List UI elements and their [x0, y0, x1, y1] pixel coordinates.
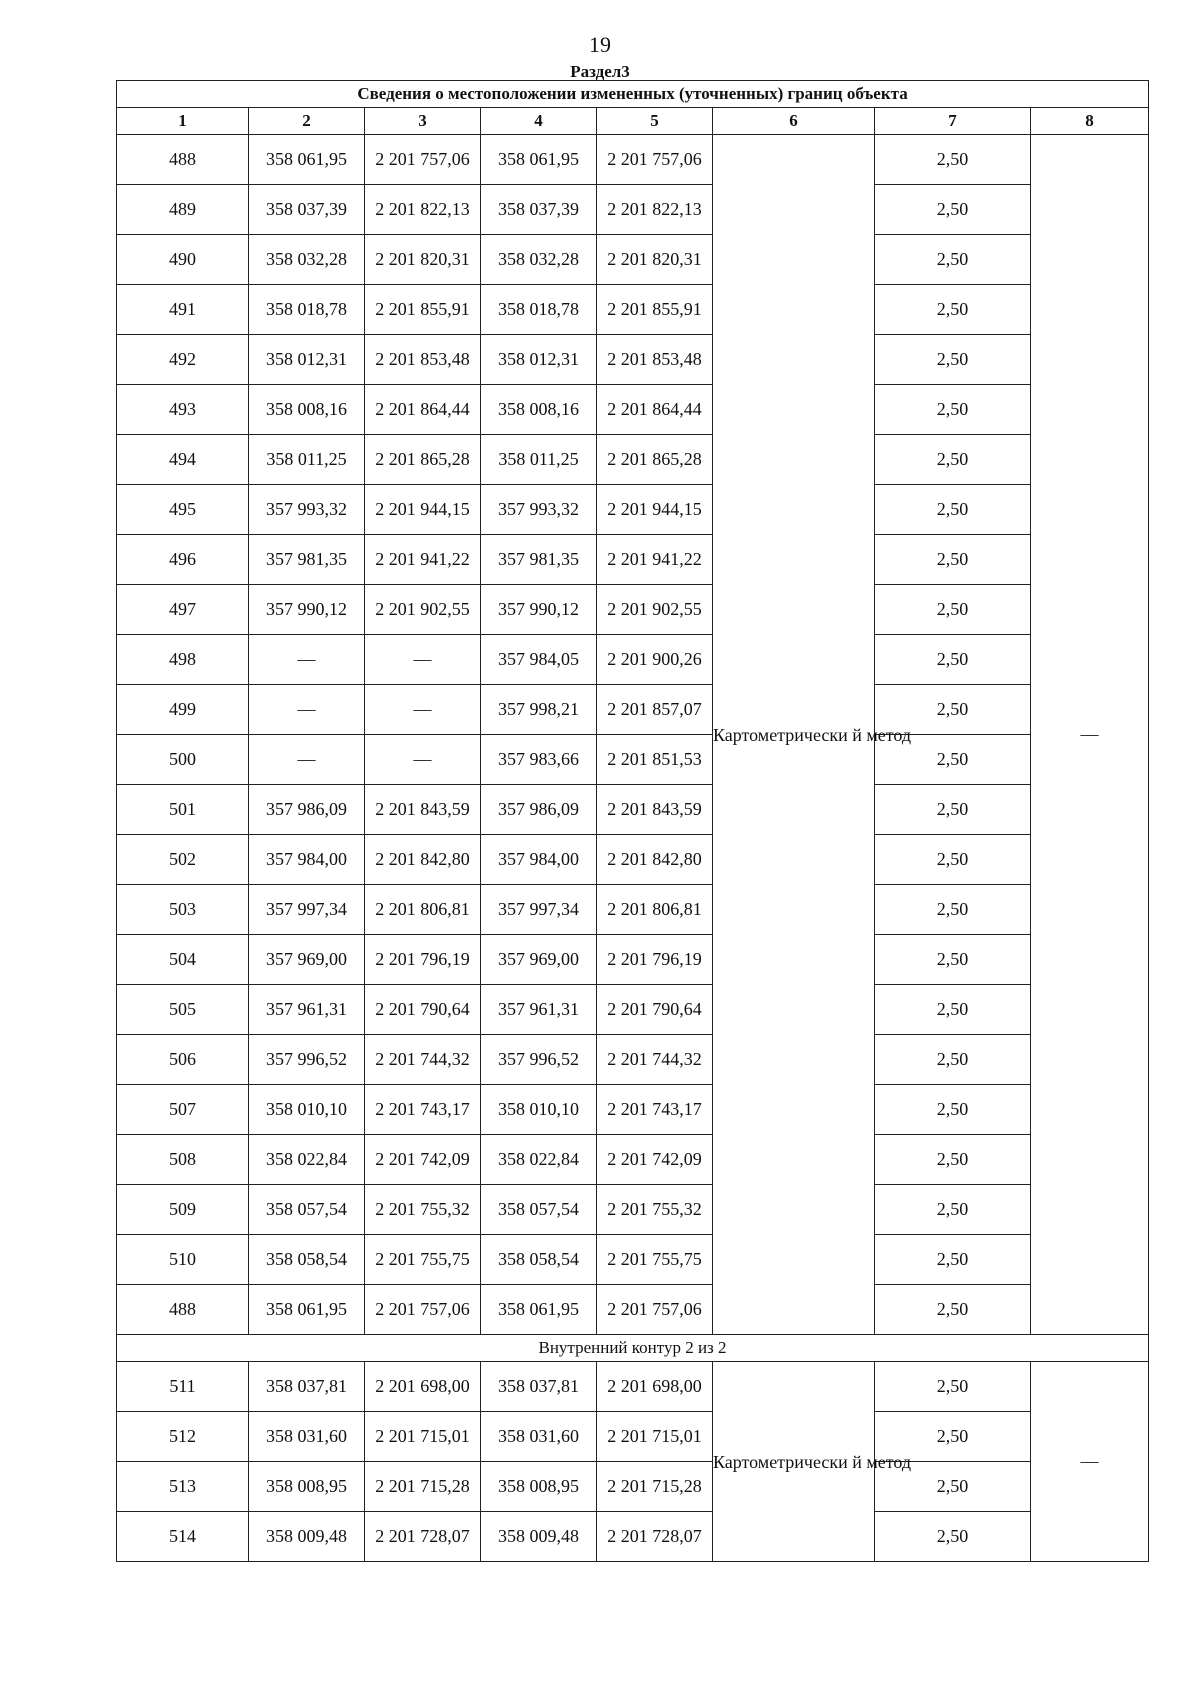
point-number-cell: 488: [117, 1285, 249, 1335]
point-number-cell: 502: [117, 835, 249, 885]
y-existing-cell: 2 201 902,55: [365, 585, 481, 635]
y-refined-cell: 2 201 842,80: [597, 835, 713, 885]
x-existing-cell: —: [249, 735, 365, 785]
y-refined-cell: 2 201 744,32: [597, 1035, 713, 1085]
x-existing-cell: 357 984,00: [249, 835, 365, 885]
accuracy-cell: 2,50: [875, 1285, 1031, 1335]
x-refined-cell: 357 998,21: [481, 685, 597, 735]
point-number-cell: 493: [117, 385, 249, 435]
x-existing-cell: 357 990,12: [249, 585, 365, 635]
x-refined-cell: 358 032,28: [481, 235, 597, 285]
table-row: [117, 1235, 1149, 1285]
y-refined-cell: 2 201 806,81: [597, 885, 713, 935]
y-existing-cell: 2 201 755,75: [365, 1235, 481, 1285]
y-existing-cell: —: [365, 635, 481, 685]
y-refined-cell: 2 201 698,00: [597, 1362, 713, 1412]
table-row: [117, 135, 1149, 185]
x-existing-cell: 357 997,34: [249, 885, 365, 935]
x-existing-cell: 358 032,28: [249, 235, 365, 285]
y-existing-cell: 2 201 744,32: [365, 1035, 481, 1085]
x-existing-cell: 358 008,16: [249, 385, 365, 435]
point-number-cell: 500: [117, 735, 249, 785]
x-refined-cell: 358 022,84: [481, 1135, 597, 1185]
x-refined-cell: 357 986,09: [481, 785, 597, 835]
table-row: [117, 985, 1149, 1035]
accuracy-cell: 2,50: [875, 785, 1031, 835]
x-refined-cell: 358 058,54: [481, 1235, 597, 1285]
y-refined-cell: 2 201 843,59: [597, 785, 713, 835]
point-number-cell: 504: [117, 935, 249, 985]
accuracy-cell: 2,50: [875, 1362, 1031, 1412]
description-cell: —: [1031, 1362, 1149, 1562]
x-refined-cell: 358 018,78: [481, 285, 597, 335]
x-existing-cell: 358 057,54: [249, 1185, 365, 1235]
table-row: [117, 435, 1149, 485]
boundary-coordinates-table: [116, 80, 1149, 1562]
y-refined-cell: 2 201 941,22: [597, 535, 713, 585]
x-refined-cell: 358 057,54: [481, 1185, 597, 1235]
y-refined-cell: 2 201 715,28: [597, 1462, 713, 1512]
x-refined-cell: 357 969,00: [481, 935, 597, 985]
y-refined-cell: 2 201 755,75: [597, 1235, 713, 1285]
accuracy-cell: 2,50: [875, 1512, 1031, 1562]
x-refined-cell: 358 008,95: [481, 1462, 597, 1512]
contour-label-section: [117, 1335, 1149, 1362]
y-refined-cell: 2 201 728,07: [597, 1512, 713, 1562]
x-refined-cell: 358 010,10: [481, 1085, 597, 1135]
accuracy-cell: 2,50: [875, 1135, 1031, 1185]
column-number: 2: [249, 108, 365, 135]
y-refined-cell: 2 201 757,06: [597, 135, 713, 185]
x-refined-cell: 357 981,35: [481, 535, 597, 585]
y-refined-cell: 2 201 864,44: [597, 385, 713, 435]
y-existing-cell: 2 201 822,13: [365, 185, 481, 235]
accuracy-cell: 2,50: [875, 535, 1031, 585]
method-cell: Картометрически й метод: [713, 135, 875, 1335]
y-refined-cell: 2 201 822,13: [597, 185, 713, 235]
point-number-cell: 511: [117, 1362, 249, 1412]
point-number-cell: 505: [117, 985, 249, 1035]
x-existing-cell: 357 981,35: [249, 535, 365, 585]
table-row: [117, 585, 1149, 635]
y-existing-cell: 2 201 796,19: [365, 935, 481, 985]
x-existing-cell: —: [249, 635, 365, 685]
y-refined-cell: 2 201 790,64: [597, 985, 713, 1035]
x-existing-cell: 358 012,31: [249, 335, 365, 385]
accuracy-cell: 2,50: [875, 185, 1031, 235]
x-refined-cell: 357 990,12: [481, 585, 597, 635]
point-number-cell: 509: [117, 1185, 249, 1235]
x-refined-cell: 358 012,31: [481, 335, 597, 385]
section-title: Раздел3: [570, 62, 630, 81]
y-refined-cell: 2 201 853,48: [597, 335, 713, 385]
table-row: [117, 185, 1149, 235]
y-existing-cell: 2 201 820,31: [365, 235, 481, 285]
point-number-cell: 492: [117, 335, 249, 385]
column-number: 3: [365, 108, 481, 135]
y-refined-cell: 2 201 902,55: [597, 585, 713, 635]
table-row: [117, 335, 1149, 385]
y-existing-cell: 2 201 698,00: [365, 1362, 481, 1412]
x-refined-cell: 357 961,31: [481, 985, 597, 1035]
accuracy-cell: 2,50: [875, 635, 1031, 685]
x-existing-cell: 358 009,48: [249, 1512, 365, 1562]
y-existing-cell: 2 201 842,80: [365, 835, 481, 885]
x-existing-cell: 358 058,54: [249, 1235, 365, 1285]
accuracy-cell: 2,50: [875, 435, 1031, 485]
x-existing-cell: 358 037,81: [249, 1362, 365, 1412]
inner-contour-rows: [117, 1362, 1149, 1562]
accuracy-cell: 2,50: [875, 585, 1031, 635]
x-existing-cell: 357 969,00: [249, 935, 365, 985]
y-existing-cell: 2 201 853,48: [365, 335, 481, 385]
point-number-cell: 510: [117, 1235, 249, 1285]
accuracy-cell: 2,50: [875, 985, 1031, 1035]
point-number-cell: 514: [117, 1512, 249, 1562]
y-refined-cell: 2 201 796,19: [597, 935, 713, 985]
y-existing-cell: 2 201 742,09: [365, 1135, 481, 1185]
method-cell: Картометрически й метод: [713, 1362, 875, 1562]
accuracy-cell: 2,50: [875, 1085, 1031, 1135]
x-existing-cell: 358 061,95: [249, 1285, 365, 1335]
column-number-row: [117, 108, 1149, 135]
point-number-cell: 496: [117, 535, 249, 585]
table-caption-row: [117, 81, 1149, 108]
table-row: [117, 685, 1149, 735]
table-row: [117, 1412, 1149, 1462]
x-existing-cell: 358 037,39: [249, 185, 365, 235]
column-number: 6: [713, 108, 875, 135]
table-row: [117, 935, 1149, 985]
contour-label: Внутренний контур 2 из 2: [117, 1335, 1149, 1362]
y-existing-cell: 2 201 806,81: [365, 885, 481, 935]
accuracy-cell: 2,50: [875, 385, 1031, 435]
y-existing-cell: 2 201 743,17: [365, 1085, 481, 1135]
y-refined-cell: 2 201 757,06: [597, 1285, 713, 1335]
y-existing-cell: 2 201 755,32: [365, 1185, 481, 1235]
accuracy-cell: 2,50: [875, 135, 1031, 185]
x-refined-cell: 358 008,16: [481, 385, 597, 435]
x-existing-cell: 358 061,95: [249, 135, 365, 185]
point-number-cell: 495: [117, 485, 249, 535]
x-existing-cell: 357 996,52: [249, 1035, 365, 1085]
x-existing-cell: 358 011,25: [249, 435, 365, 485]
point-number-cell: 498: [117, 635, 249, 685]
table-row: [117, 635, 1149, 685]
column-number: 4: [481, 108, 597, 135]
contour-label-row: [117, 1335, 1149, 1362]
y-refined-cell: 2 201 755,32: [597, 1185, 713, 1235]
x-existing-cell: —: [249, 685, 365, 735]
x-refined-cell: 358 037,81: [481, 1362, 597, 1412]
accuracy-cell: 2,50: [875, 485, 1031, 535]
y-refined-cell: 2 201 865,28: [597, 435, 713, 485]
column-number: 7: [875, 108, 1031, 135]
point-number-cell: 503: [117, 885, 249, 935]
y-existing-cell: 2 201 843,59: [365, 785, 481, 835]
point-number-cell: 491: [117, 285, 249, 335]
page-number: 19: [589, 32, 611, 57]
table-row: [117, 1512, 1149, 1562]
x-refined-cell: 358 011,25: [481, 435, 597, 485]
table-row: [117, 485, 1149, 535]
y-refined-cell: 2 201 743,17: [597, 1085, 713, 1135]
x-refined-cell: 357 983,66: [481, 735, 597, 785]
y-existing-cell: 2 201 790,64: [365, 985, 481, 1035]
table-row: [117, 1362, 1149, 1412]
y-existing-cell: 2 201 864,44: [365, 385, 481, 435]
x-refined-cell: 358 009,48: [481, 1512, 597, 1562]
x-existing-cell: 358 018,78: [249, 285, 365, 335]
point-number-cell: 513: [117, 1462, 249, 1512]
point-number-cell: 508: [117, 1135, 249, 1185]
y-existing-cell: 2 201 944,15: [365, 485, 481, 535]
y-existing-cell: 2 201 757,06: [365, 1285, 481, 1335]
accuracy-cell: 2,50: [875, 1462, 1031, 1512]
x-refined-cell: 357 984,05: [481, 635, 597, 685]
y-refined-cell: 2 201 851,53: [597, 735, 713, 785]
point-number-cell: 499: [117, 685, 249, 735]
point-number-cell: 490: [117, 235, 249, 285]
point-number-cell: 507: [117, 1085, 249, 1135]
y-existing-cell: 2 201 715,01: [365, 1412, 481, 1462]
table-row: [117, 235, 1149, 285]
x-existing-cell: 357 986,09: [249, 785, 365, 835]
table-row: [117, 535, 1149, 585]
table-row: [117, 1085, 1149, 1135]
x-refined-cell: 357 993,32: [481, 485, 597, 535]
x-refined-cell: 357 996,52: [481, 1035, 597, 1085]
y-refined-cell: 2 201 857,07: [597, 685, 713, 735]
table-row: [117, 735, 1149, 785]
table-row: [117, 835, 1149, 885]
x-existing-cell: 357 961,31: [249, 985, 365, 1035]
table-row: [117, 1285, 1149, 1335]
accuracy-cell: 2,50: [875, 1412, 1031, 1462]
accuracy-cell: 2,50: [875, 1185, 1031, 1235]
column-number: 5: [597, 108, 713, 135]
table-row: [117, 785, 1149, 835]
x-refined-cell: 357 984,00: [481, 835, 597, 885]
point-number-cell: 512: [117, 1412, 249, 1462]
y-existing-cell: 2 201 715,28: [365, 1462, 481, 1512]
y-refined-cell: 2 201 742,09: [597, 1135, 713, 1185]
point-number-cell: 489: [117, 185, 249, 235]
x-existing-cell: 358 008,95: [249, 1462, 365, 1512]
outer-contour-rows: [117, 135, 1149, 1335]
table-row: [117, 885, 1149, 935]
point-number-cell: 501: [117, 785, 249, 835]
accuracy-cell: 2,50: [875, 735, 1031, 785]
y-refined-cell: 2 201 820,31: [597, 235, 713, 285]
table-row: [117, 1035, 1149, 1085]
accuracy-cell: 2,50: [875, 1235, 1031, 1285]
x-refined-cell: 357 997,34: [481, 885, 597, 935]
point-number-cell: 506: [117, 1035, 249, 1085]
y-refined-cell: 2 201 715,01: [597, 1412, 713, 1462]
point-number-cell: 497: [117, 585, 249, 635]
accuracy-cell: 2,50: [875, 235, 1031, 285]
accuracy-cell: 2,50: [875, 1035, 1031, 1085]
column-number: 1: [117, 108, 249, 135]
accuracy-cell: 2,50: [875, 885, 1031, 935]
x-existing-cell: 358 031,60: [249, 1412, 365, 1462]
y-existing-cell: 2 201 728,07: [365, 1512, 481, 1562]
accuracy-cell: 2,50: [875, 335, 1031, 385]
x-refined-cell: 358 061,95: [481, 1285, 597, 1335]
table-row: [117, 385, 1149, 435]
accuracy-cell: 2,50: [875, 285, 1031, 335]
x-existing-cell: 358 022,84: [249, 1135, 365, 1185]
x-refined-cell: 358 037,39: [481, 185, 597, 235]
y-existing-cell: 2 201 865,28: [365, 435, 481, 485]
table-caption: Сведения о местоположении измененных (уточненных) границ объекта: [117, 81, 1149, 108]
y-existing-cell: —: [365, 685, 481, 735]
x-refined-cell: 358 031,60: [481, 1412, 597, 1462]
x-existing-cell: 357 993,32: [249, 485, 365, 535]
y-refined-cell: 2 201 900,26: [597, 635, 713, 685]
y-existing-cell: 2 201 855,91: [365, 285, 481, 335]
table-row: [117, 1185, 1149, 1235]
x-refined-cell: 358 061,95: [481, 135, 597, 185]
table-row: [117, 1135, 1149, 1185]
table-row: [117, 285, 1149, 335]
point-number-cell: 488: [117, 135, 249, 185]
y-refined-cell: 2 201 944,15: [597, 485, 713, 535]
y-existing-cell: —: [365, 735, 481, 785]
column-number: 8: [1031, 108, 1149, 135]
table-row: [117, 1462, 1149, 1512]
accuracy-cell: 2,50: [875, 935, 1031, 985]
accuracy-cell: 2,50: [875, 835, 1031, 885]
point-number-cell: 494: [117, 435, 249, 485]
accuracy-cell: 2,50: [875, 685, 1031, 735]
description-cell: —: [1031, 135, 1149, 1335]
x-existing-cell: 358 010,10: [249, 1085, 365, 1135]
y-existing-cell: 2 201 941,22: [365, 535, 481, 585]
y-existing-cell: 2 201 757,06: [365, 135, 481, 185]
y-refined-cell: 2 201 855,91: [597, 285, 713, 335]
